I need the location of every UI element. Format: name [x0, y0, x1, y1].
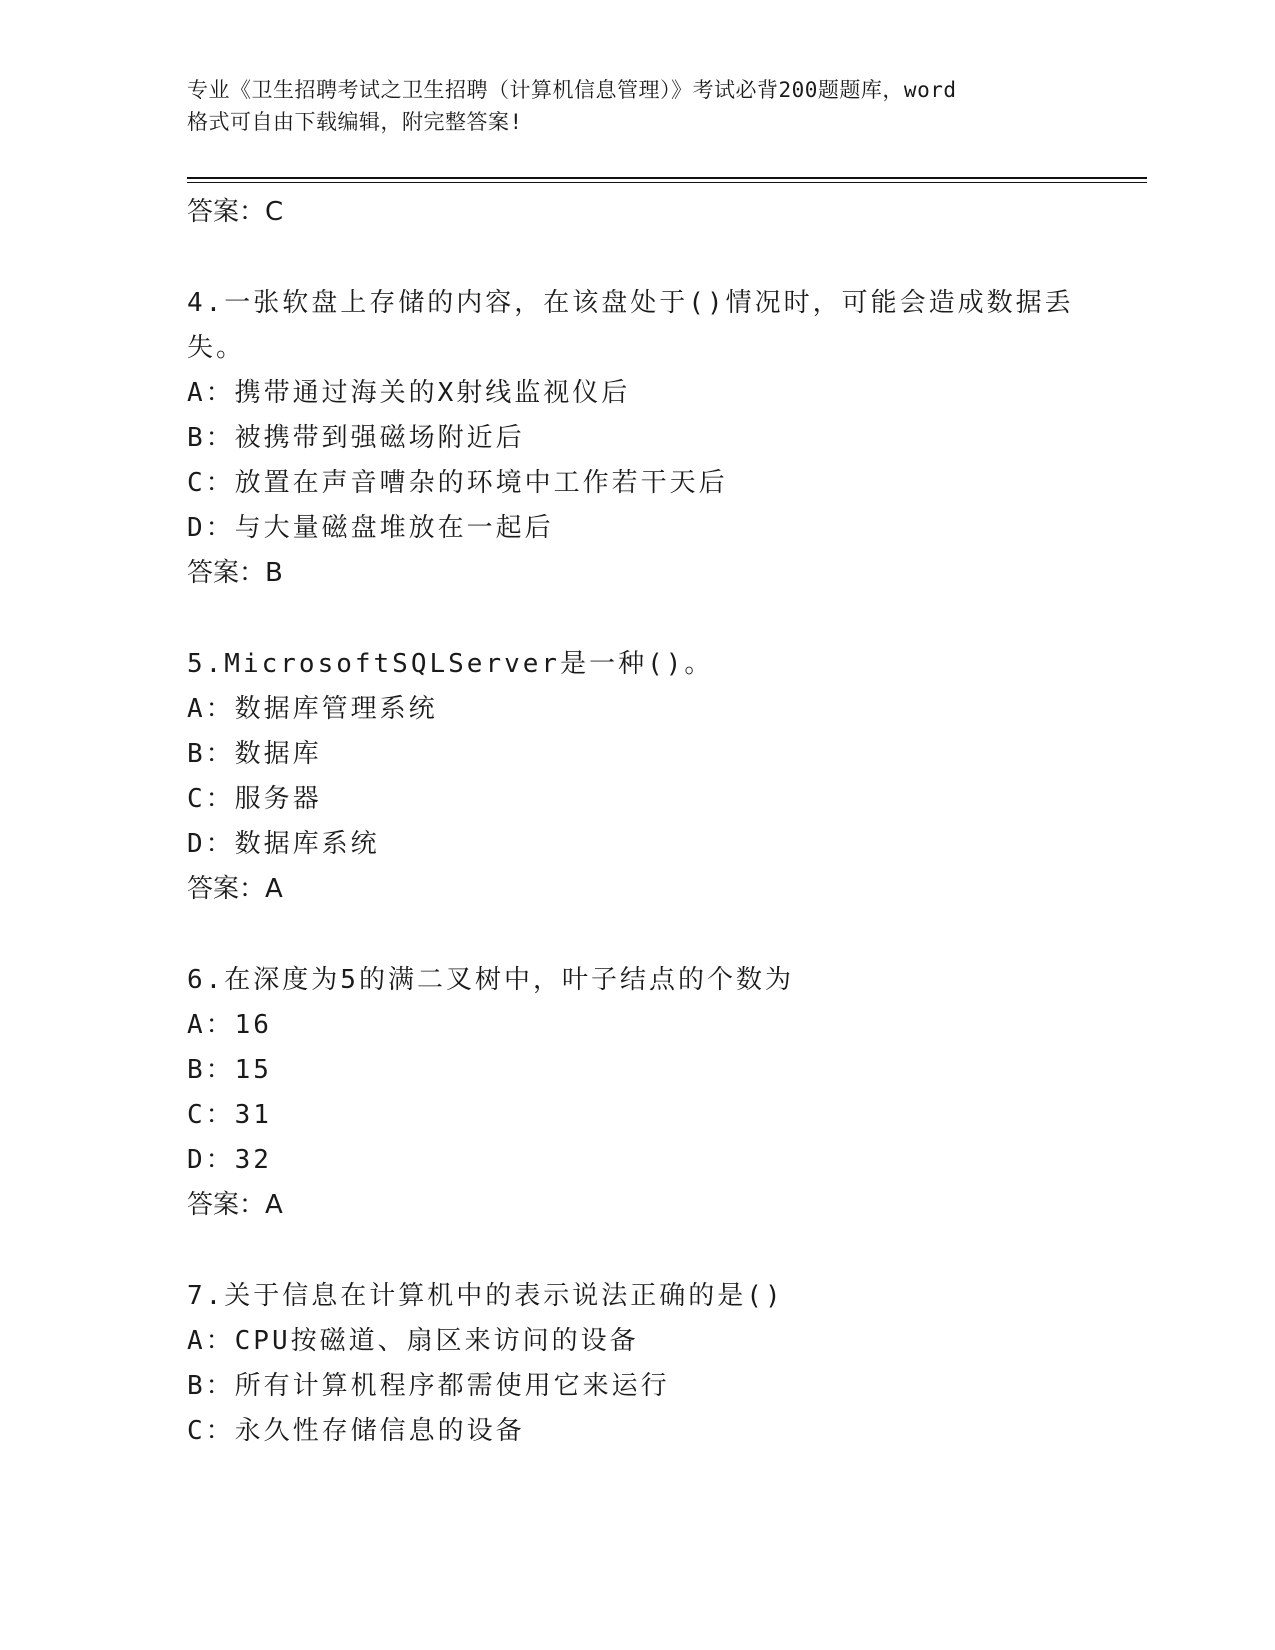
question-block [187, 642, 1127, 912]
header-divider-thick [187, 177, 1147, 179]
option-a: A：CPU按磁道、扇区来访问的设备 [187, 1326, 639, 1356]
question-text: 6.在深度为5的满二叉树中，叶子结点的个数为 [187, 965, 794, 995]
option-d: D：数据库系统 [187, 829, 380, 859]
spacer [187, 596, 1127, 642]
option-b: B：所有计算机程序都需使用它来运行 [187, 1371, 670, 1401]
option-a: A：数据库管理系统 [187, 694, 438, 724]
answer-label: 答案：B [187, 558, 283, 588]
header-divider-thin [187, 182, 1147, 183]
option-a: A：16 [187, 1010, 272, 1040]
spacer [187, 912, 1127, 958]
option-b: B：15 [187, 1055, 272, 1085]
document-header [187, 74, 1087, 138]
option-d: D：与大量磁盘堆放在一起后 [187, 513, 554, 543]
question-list [187, 190, 1127, 1454]
spacer [187, 1228, 1127, 1274]
answer-label: 答案：A [187, 874, 283, 904]
answer-label: 答案：C [187, 197, 284, 227]
header-line-1: 专业《卫生招聘考试之卫生招聘（计算机信息管理）》考试必背200题题库，word [187, 78, 957, 102]
spacer [187, 235, 1127, 281]
question-text: 7.关于信息在计算机中的表示说法正确的是() [187, 1281, 784, 1311]
option-d: D：32 [187, 1145, 272, 1175]
question-text: 5.MicrosoftSQLServer是一种()。 [187, 649, 714, 679]
question-block [187, 958, 1127, 1228]
option-b: B：被携带到强磁场附近后 [187, 423, 525, 453]
header-line-2: 格式可自由下载编辑，附完整答案! [187, 110, 523, 134]
option-c: C：服务器 [187, 784, 322, 814]
question-text: 4.一张软盘上存储的内容，在该盘处于()情况时，可能会造成数据丢失。 [187, 288, 1074, 363]
option-a: A：携带通过海关的X射线监视仪后 [187, 378, 631, 408]
answer-label: 答案：A [187, 1190, 283, 1220]
option-c: C：永久性存储信息的设备 [187, 1416, 525, 1446]
option-c: C：31 [187, 1100, 272, 1130]
question-block [187, 281, 1127, 596]
option-c: C：放置在声音嘈杂的环境中工作若干天后 [187, 468, 728, 498]
question-block [187, 1274, 1127, 1454]
option-b: B：数据库 [187, 739, 322, 769]
